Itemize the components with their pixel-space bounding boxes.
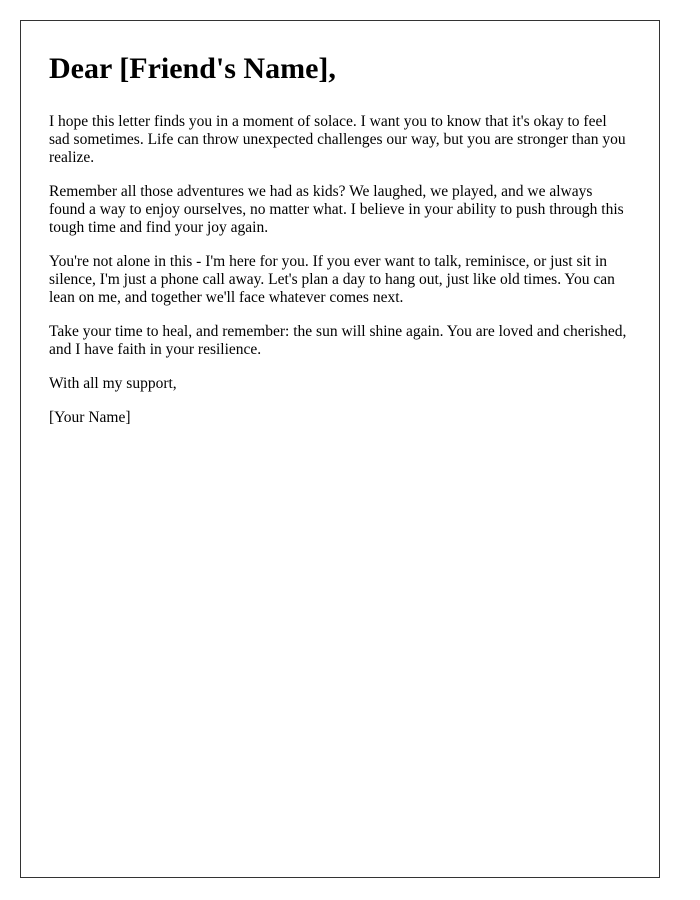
letter-paragraph-3: You're not alone in this - I'm here for you. If you ever want to talk, reminisce, or just sit in silence, I'm just a phone call away. Let's plan a day to hang out, just like old times. You can lean on me, and together we'll face whatever comes next. bbox=[49, 253, 615, 306]
letter-paragraph-2: Remember all those adventures we had as kids? We laughed, we played, and we always found a way to enjoy ourselves, no matter what. I believe in your ability to push through this tough time and find your joy again. bbox=[49, 183, 624, 236]
letter-paragraph-1: I hope this letter finds you in a moment of solace. I want you to know that it's okay to feel sad sometimes. Life can throw unexpected challenges our way, but you are stronger than you realize. bbox=[49, 113, 626, 166]
letter-paragraph-4: Take your time to heal, and remember: the sun will shine again. You are loved and cherished, and I have faith in your resilience. bbox=[49, 323, 627, 358]
signature: [Your Name] bbox=[49, 409, 131, 426]
salutation: Dear [Friend's Name], bbox=[49, 52, 336, 85]
letter-page bbox=[20, 20, 660, 878]
closing: With all my support, bbox=[49, 375, 177, 392]
